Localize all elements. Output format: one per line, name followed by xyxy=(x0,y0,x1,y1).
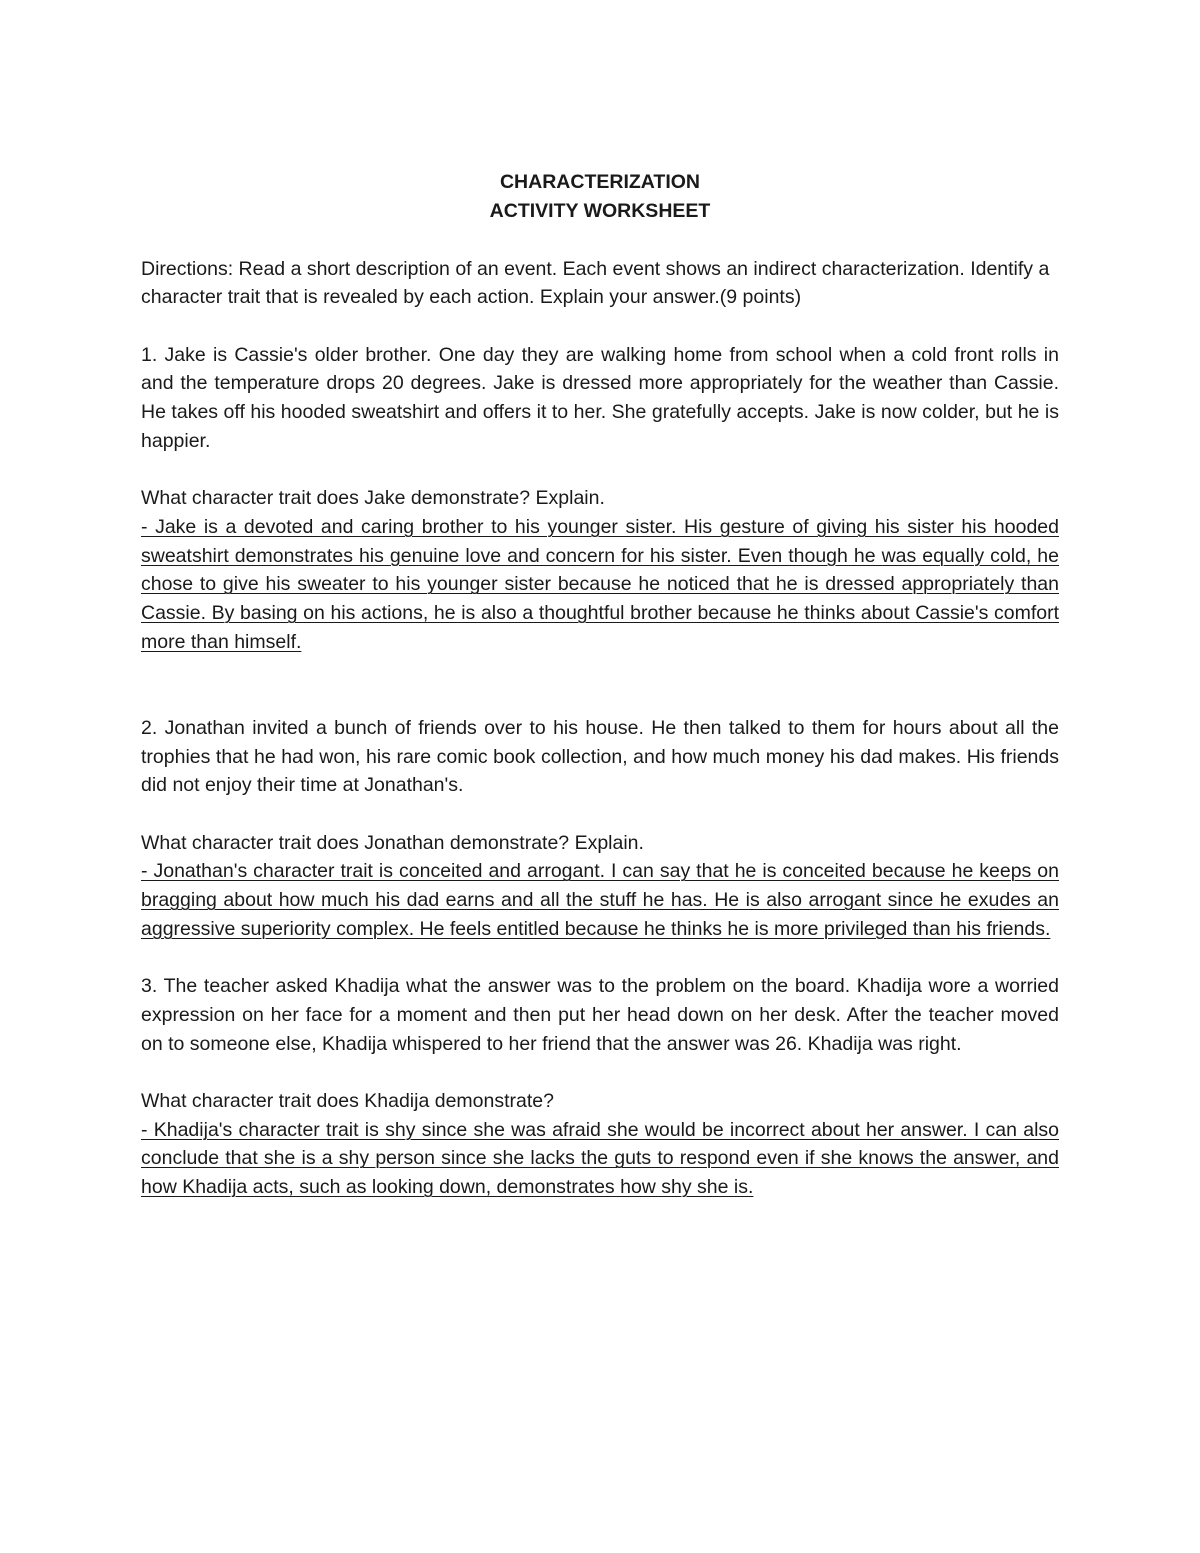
worksheet-page xyxy=(141,168,1059,1202)
directions-text: Directions: Read a short description of an event. Each event shows an indirect characterization. Identify a character trait that is revealed by each action. Explain your answer.(9 points) xyxy=(141,257,1050,309)
question-2: What character trait does Jonathan demonstrate? Explain. xyxy=(141,831,644,854)
worksheet-title-line1: CHARACTERIZATION xyxy=(499,171,701,193)
question-1: What character trait does Jake demonstrate? Explain. xyxy=(141,487,605,510)
answer-1: - Jake is a devoted and caring brother to his younger sister. His gesture of giving his sister his hooded sweatshirt demonstrates his genuine love and concern for his sister. Even though he was equally cold, he chose to give his sweater to his younger sister because he noticed that he is dressed appropriately than Cassie. By basing on his actions, he is also a thoughtful brother because he thinks about Cassie's comfort more than himself. xyxy=(141,515,1059,653)
scenario-3: 3. The teacher asked Khadija what the answer was to the problem on the board. Khadija wore a worried expression on her face for a moment and then put her head down on her desk. After the teacher moved on to someone else, Khadija whispered to her friend that the answer was 26. Khadija was right. xyxy=(141,975,1059,1055)
answer-3: - Khadija's character trait is shy since she was afraid she would be incorrect about her answer. I can also conclude that she is a shy person since she lacks the guts to respond even if she knows the answer, and how Khadija acts, such as looking down, demonstrates how shy she is. xyxy=(141,1118,1059,1199)
scenario-1: 1. Jake is Cassie's older brother. One day they are walking home from school when a cold front rolls in and the temperature drops 20 degrees. Jake is dressed more appropriately for the weather than Cassie. He takes off his hooded sweatshirt and offers it to her. She gratefully accepts. Jake is now colder, but he is happier. xyxy=(141,343,1059,452)
worksheet-title-line2: ACTIVITY WORKSHEET xyxy=(489,200,711,222)
question-3: What character trait does Khadija demonstrate? xyxy=(141,1089,554,1112)
answer-2: - Jonathan's character trait is conceited and arrogant. I can say that he is conceited because he keeps on bragging about how much his dad earns and all the stuff he has. He is also arrogant since he exudes an aggressive superiority complex. He feels entitled because he thinks he is more privileged than his friends. xyxy=(141,860,1059,940)
scenario-2: 2. Jonathan invited a bunch of friends over to his house. He then talked to them for hours about all the trophies that he had won, his rare comic book collection, and how much money his dad makes. His friends did not enjoy their time at Jonathan's. xyxy=(141,716,1059,797)
